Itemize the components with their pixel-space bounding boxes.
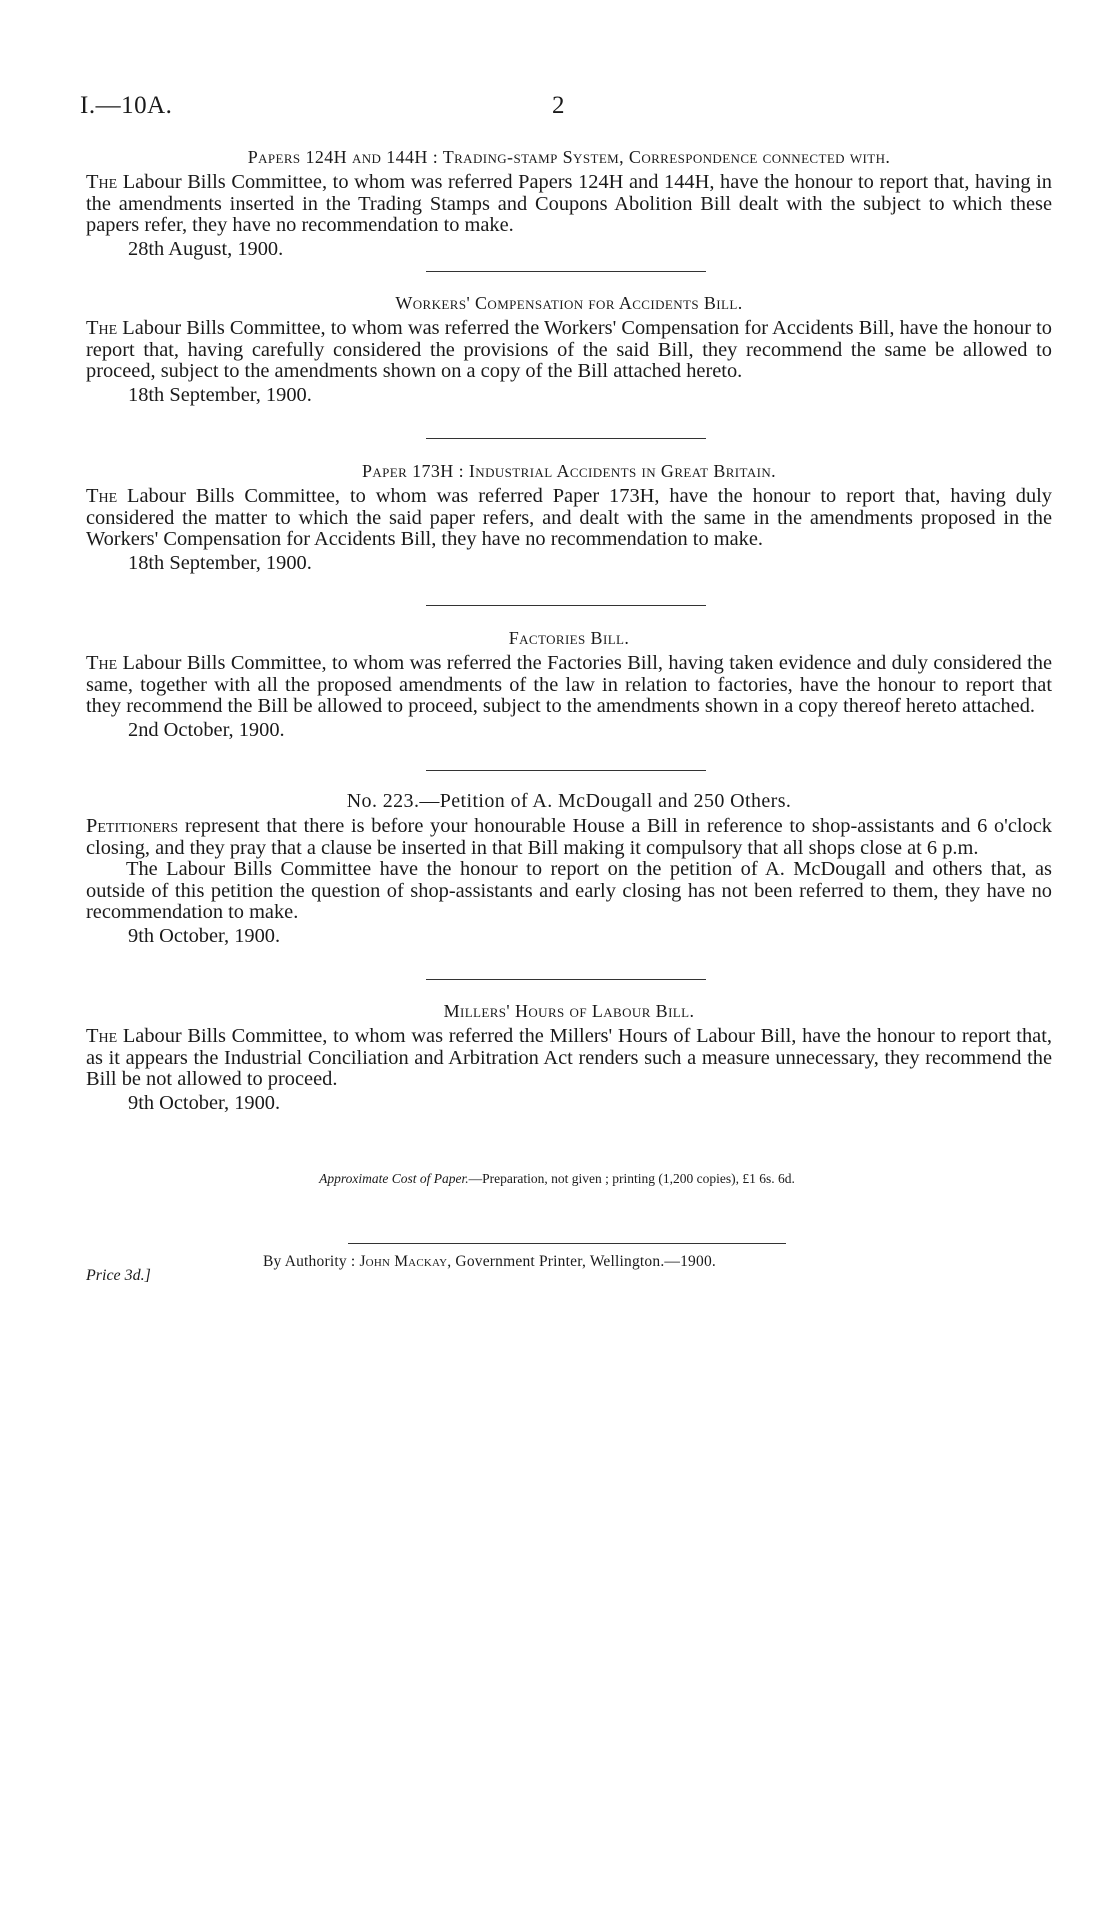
footer-divider <box>348 1243 786 1244</box>
printer-name: John Mackay <box>359 1253 448 1270</box>
section-body <box>86 816 1052 859</box>
body-text: represent that there is before your honourable House a Bill in reference to shop-assistants and 6 o'clock closing, and they pray that a clause be inserted in that Bill making it compulsory that all shops close at 6 p.m. <box>86 815 1052 859</box>
lead-word: Petitioners <box>86 815 179 837</box>
price-note: Price 3d.] <box>86 1267 151 1284</box>
divider <box>426 979 706 980</box>
authority-prefix: By Authority : <box>263 1253 360 1270</box>
body-text: Labour Bills Committee, to whom was referred Paper 173H, have the honour to report that, having duly considered the matter to which the said paper refers, and dealt with the same in the amendments proposed in the Workers' Compensation for Accidents Bill, they have no recommendation to make. <box>86 485 1052 551</box>
section-date: 2nd October, 1900. <box>128 718 285 741</box>
body-text: Labour Bills Committee, to whom was referred the Factories Bill, having taken evidence and duly considered the same, together with all the proposed amendments of the law in relation to factories, have the honour to report that they recommend the Bill be allowed to proceed, subject to the amendments shown in a copy thereof hereto attached. <box>86 652 1052 718</box>
divider <box>426 438 706 439</box>
lead-word: The <box>86 652 118 674</box>
lead-word: The <box>86 485 118 507</box>
authority-suffix: , Government Printer, Wellington.—1900. <box>447 1253 716 1270</box>
section-title: Factories Bill. <box>508 628 630 648</box>
section-title: Papers 124H and 144H : Trading-stamp System, Correspondence connected with. <box>247 147 891 167</box>
lead-word: The <box>86 171 118 193</box>
lead-word: The <box>86 1025 118 1047</box>
section-title: Paper 173H : Industrial Accidents in Great Britain. <box>361 461 777 481</box>
section-workers-compensation <box>86 292 1052 406</box>
section-date: 18th September, 1900. <box>128 383 312 406</box>
section-body <box>86 172 1052 237</box>
page-number: 2 <box>552 92 565 119</box>
section-body-2: The Labour Bills Committee have the honour to report on the petition of A. McDougall and others that, as outside of this petition the question of shop-assistants and early closing has not been referred to them, they have no recommendation to make. <box>86 858 1052 924</box>
divider <box>426 605 706 606</box>
section-date: 9th October, 1900. <box>128 1091 281 1114</box>
section-date: 18th September, 1900. <box>128 551 312 574</box>
section-body <box>86 653 1052 718</box>
divider <box>426 271 706 272</box>
section-date: 28th August, 1900. <box>128 237 284 260</box>
section-title: No. 223.—Petition of A. McDougall and 250 Others. <box>346 790 792 812</box>
section-title: Workers' Compensation for Accidents Bill. <box>395 293 743 313</box>
body-text: Labour Bills Committee, to whom was referred the Millers' Hours of Labour Bill, have the honour to report that, as it appears the Industrial Conciliation and Arbitration Act renders such a measure unnecessary, they recommend the Bill be not allowed to proceed. <box>86 1025 1052 1091</box>
section-body <box>86 318 1052 383</box>
section-factories <box>86 627 1052 741</box>
cost-text: —Preparation, not given ; printing (1,200 copies), £1 6s. 6d. <box>468 1171 795 1186</box>
body-text: Labour Bills Committee, to whom was referred the Workers' Compensation for Accidents Bill, have the honour to report that, having carefully considered the provisions of the said Bill, they recommend the same be allowed to proceed, subject to the amendments shown on a copy of the Bill attached hereto. <box>86 317 1052 383</box>
section-body <box>86 1026 1052 1091</box>
section-petition <box>86 790 1052 947</box>
section-title: Millers' Hours of Labour Bill. <box>443 1001 695 1021</box>
document-reference: I.—10A. <box>80 92 173 119</box>
cost-label: Approximate Cost of Paper. <box>319 1171 469 1186</box>
printer-authority <box>263 1253 716 1271</box>
section-body <box>86 486 1052 551</box>
divider <box>426 770 706 771</box>
section-industrial-accidents <box>86 460 1052 574</box>
cost-note <box>0 1171 1114 1187</box>
section-millers-hours <box>86 1000 1052 1114</box>
section-trading-stamp <box>86 146 1052 260</box>
lead-word: The <box>86 317 118 339</box>
section-date: 9th October, 1900. <box>128 924 281 947</box>
body-text: Labour Bills Committee, to whom was referred Papers 124H and 144H, have the honour to report that, having in the amendments inserted in the Trading Stamps and Coupons Abolition Bill dealt with the subject to which these papers refer, they have no recommendation to make. <box>86 171 1052 237</box>
